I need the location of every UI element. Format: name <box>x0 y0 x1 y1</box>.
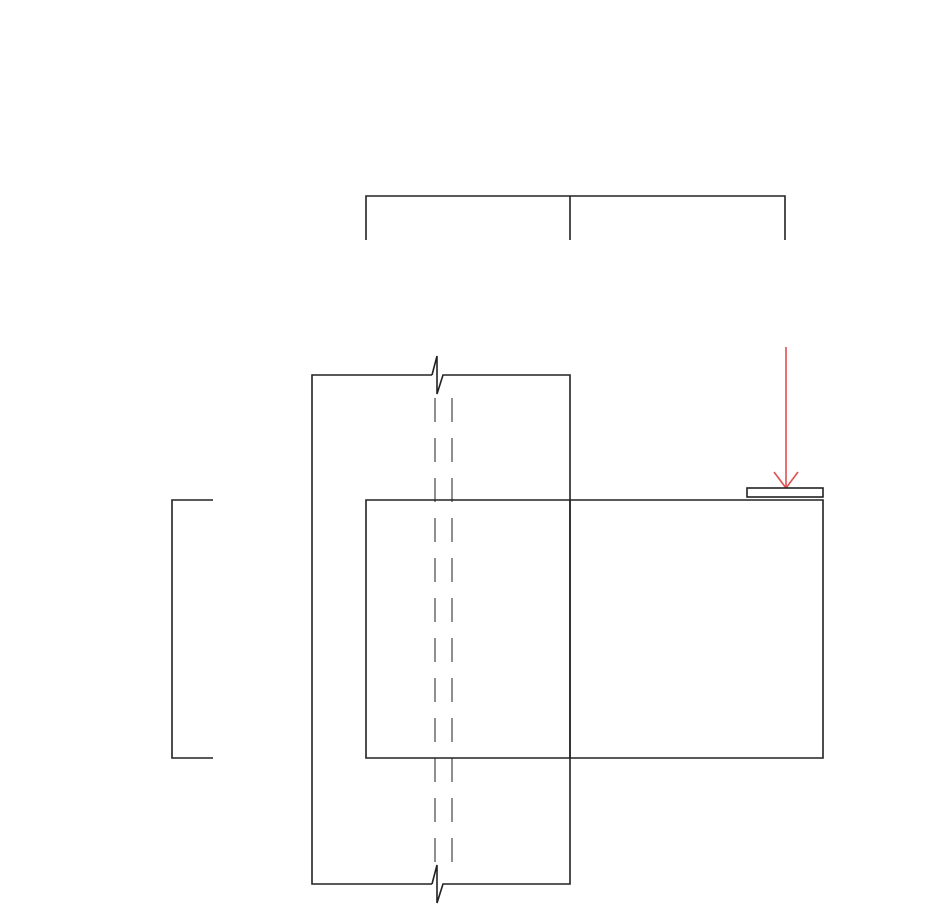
column-web-lines <box>435 398 452 862</box>
bearing-plate <box>747 488 823 497</box>
top-dimension <box>366 196 785 240</box>
load-arrow <box>774 347 798 488</box>
vertical-dimension <box>172 500 213 758</box>
h-column <box>312 356 570 903</box>
